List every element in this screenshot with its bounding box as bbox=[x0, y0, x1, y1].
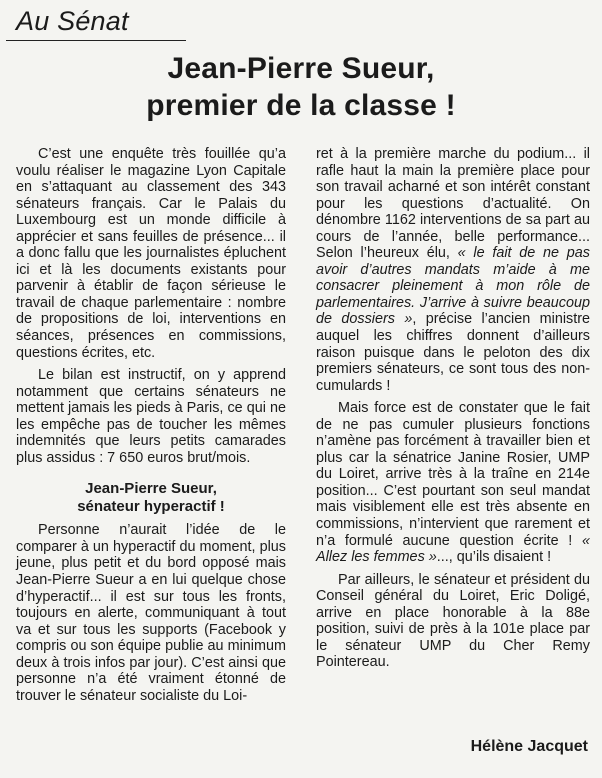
paragraph-rosier bbox=[316, 400, 590, 565]
rosier-quote: « Allez les femmes » bbox=[316, 532, 590, 566]
article-column-right bbox=[316, 146, 590, 671]
paragraph-bilan: Le bilan est instructif, on y apprend notamment que certains sénateurs ne mettent jamais les pieds à Paris, ce qui ne les empêche pas de toucher les mêmes indemnités que leurs petits camarades plus assidus : 7 650 euros brut/mois. bbox=[16, 367, 286, 466]
author-signature: Hélène Jacquet bbox=[470, 738, 588, 755]
headline-line-2: premier de la classe ! bbox=[146, 89, 456, 122]
section-subheading bbox=[16, 480, 286, 516]
rosier-text-a: Mais force est de constater que le fait de ne pas cumuler plusieurs fonctions n’amène pas forcément à travailler bien et plus car la sénatrice Janine Rosier, UMP du Loiret, arrive très à la traîne en 214e position... C’est pourtant son seul mandat mais visiblement elle est très absente en commissions, n’intervient que rarement et n’a formulé aucune question écrite ! bbox=[316, 400, 590, 549]
podium-text-a: ret à la première marche du podium... il rafle haut la main la première place pour son travail acharné et son intérêt constant pour les questions d’actualité. On dénombre 1162 interventions de sa part au cours de l’année, belle performance... Selon l’heureux élu, bbox=[316, 146, 590, 262]
subheading-line-1: Jean-Pierre Sueur, bbox=[85, 480, 217, 498]
headline-line-1: Jean-Pierre Sueur, bbox=[167, 52, 435, 85]
rosier-text-b: ..., qu’ils disaient ! bbox=[436, 549, 552, 566]
article-column-left bbox=[16, 146, 286, 704]
paragraph-dolige: Par ailleurs, le sénateur et président du Conseil général du Loiret, Eric Doligé, arrive en place honorable à la 88e position, suivi de près à la 101e place par le sénateur UMP du Cher Remy Pointereau. bbox=[316, 571, 590, 671]
rubric-label: Au Sénat bbox=[16, 6, 129, 36]
podium-text-b: , précise l’ancien ministre auquel les chiffres donnent d’ailleurs raison puisque dans le peloton des dix premiers sénateurs, ce sont tous des non-cumulards ! bbox=[316, 311, 591, 394]
article-headline bbox=[0, 50, 602, 124]
rubric-box bbox=[6, 4, 186, 41]
paragraph-hyperactif: Personne n’aurait l’idée de le comparer à un hyperactif du moment, plus jeune, plus petit et du bord opposé mais Jean-Pierre Sueur a en lui quelque chose d’hyperactif... il est sur tous les fronts, toujours en alerte, communiquant à tout va et sur tous les supports (Facebook y compris ou son équipe publie au minimum deux à trois infos par jour). C’est ainsi que personne n’a été vraiment étonné de trouver le sénateur socialiste du Loi- bbox=[16, 522, 286, 704]
podium-quote: « le fait de ne pas avoir d’autres mandats m’aide à me consacrer pleinement à mon rôle de parlementaires. J’arrive à suivre beaucoup de dossiers » bbox=[316, 245, 591, 328]
subheading-line-2: sénateur hyperactif ! bbox=[77, 498, 225, 516]
paragraph-intro: C’est une enquête très fouillée qu’a voulu réaliser le magazine Lyon Capitale en s’attaquant au classement des 343 sénateurs français. Car le Palais du Luxembourg est un monde difficile à apprécier et sans feuilles de présence... il a donc fallu que les journalistes épluchent ici et là les documents existants pour parvenir à établir de façon sérieuse le travail de chaque parlementaire : nombre de propositions de loi, interventions en séances, présences en commissions, questions écrites, etc. bbox=[16, 146, 286, 361]
paragraph-podium bbox=[316, 146, 590, 394]
